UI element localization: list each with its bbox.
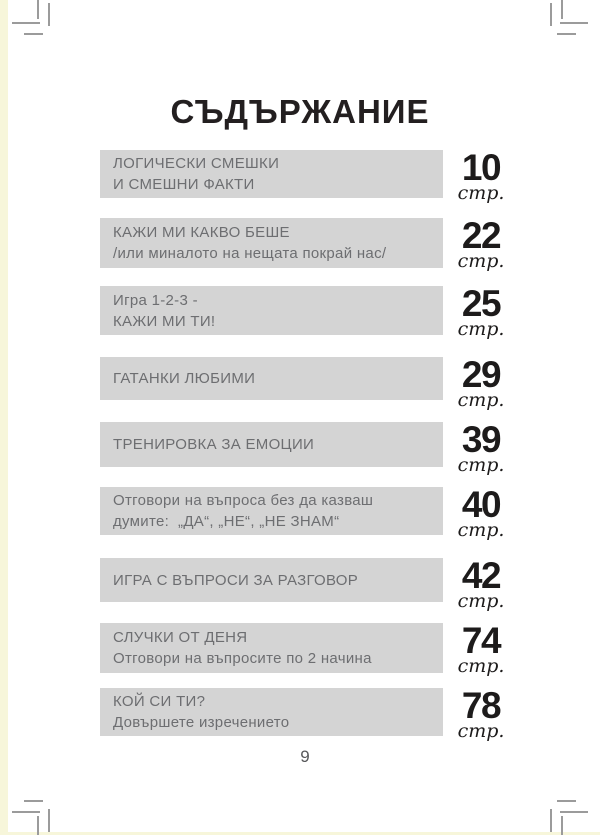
toc-entry-line: ГАТАНКИ ЛЮБИМИ: [113, 370, 256, 387]
toc-entry-page-suffix: стр.: [457, 182, 505, 204]
toc-row: [100, 147, 520, 204]
crop-mark-bottom-left: [0, 780, 55, 835]
toc-entry-line: КАЖИ МИ КАКВО БЕШЕ: [113, 224, 290, 241]
toc-row: [100, 685, 520, 742]
toc-entry-page: [448, 215, 514, 272]
toc-entry-page-suffix: стр.: [457, 655, 505, 677]
toc-entry-title-bar: [100, 688, 443, 736]
toc-entry-title-bar: [100, 558, 443, 602]
toc-entry-line: Довършете изречението: [113, 714, 290, 731]
toc-entry-page-suffix: стр.: [457, 454, 505, 476]
toc-entry-page-number: 22: [461, 215, 501, 256]
toc-row: [100, 620, 520, 677]
toc-entry-page: [448, 283, 514, 340]
toc-entry-line: /или миналото на нещата покрай нас/: [113, 245, 387, 262]
toc-row: [100, 484, 520, 541]
toc-entry-line: думите: „ДА“, „НЕ“, „НЕ ЗНАМ“: [113, 513, 340, 530]
toc-entry-page: [448, 555, 514, 612]
toc-entry-line: Отговори на въпроса без да казваш: [113, 492, 374, 509]
toc-entry-page-suffix: стр.: [457, 590, 505, 612]
toc-entry-page-suffix: стр.: [457, 389, 505, 411]
toc-entry-line: И СМЕШНИ ФАКТИ: [113, 176, 255, 193]
toc-entry-line: ТРЕНИРОВКА ЗА ЕМОЦИИ: [113, 436, 315, 453]
toc-entry-page-number: 78: [461, 685, 501, 726]
toc-entry-page-number: 29: [461, 354, 501, 395]
toc-entry-page-number: 40: [461, 484, 501, 525]
toc-entry-line: КОЙ СИ ТИ?: [113, 693, 206, 710]
toc-entry-page-number: 10: [461, 147, 501, 188]
toc-entry-title-bar: [100, 357, 443, 400]
toc-entry-page: [448, 147, 514, 204]
crop-mark-top-right: [545, 0, 600, 55]
toc-entry-page-suffix: стр.: [457, 720, 505, 742]
toc-entry-page: [448, 484, 514, 541]
toc-entry-title-bar: [100, 623, 443, 673]
toc-row: [100, 354, 520, 411]
toc-entry-line: Отговори на въпросите по 2 начина: [113, 650, 372, 667]
toc-row: [100, 215, 520, 272]
toc-entry-page-suffix: стр.: [457, 318, 505, 340]
toc-entry-page: [448, 419, 514, 476]
toc-entry-page-number: 74: [461, 620, 501, 661]
crop-mark-bottom-right: [545, 780, 600, 835]
toc-entry-line: КАЖИ МИ ТИ!: [113, 312, 216, 330]
toc-entry-line: ЛОГИЧЕСКИ СМЕШКИ: [113, 155, 280, 172]
toc-entry-page: [448, 354, 514, 411]
crop-mark-top-left: [0, 0, 55, 55]
toc-entry-title-bar: [100, 286, 443, 335]
toc-row: [100, 555, 520, 612]
toc-entry-page-number: 39: [461, 419, 501, 460]
toc-entry-page-number: 42: [461, 555, 501, 596]
folio-page-number: 9: [300, 747, 310, 766]
toc-entry-page: [448, 620, 514, 677]
toc-entry-title-bar: [100, 422, 443, 467]
page-title: СЪДЪРЖАНИЕ: [170, 93, 430, 130]
toc-entry-line: Игра 1-2-3 -: [113, 291, 198, 309]
toc-entry-page-number: 25: [461, 283, 501, 324]
toc-entry-title-bar: [100, 487, 443, 535]
toc-entry-title-bar: [100, 150, 443, 198]
toc-entry-line: СЛУЧКИ ОТ ДЕНЯ: [113, 629, 248, 646]
toc-entry-page-suffix: стр.: [457, 519, 505, 541]
toc-entry-line: ИГРА С ВЪПРОСИ ЗА РАЗГОВОР: [113, 571, 359, 589]
toc-entry-title-bar: [100, 218, 443, 268]
toc-entry-page-suffix: стр.: [457, 250, 505, 272]
toc-row: [100, 283, 520, 340]
toc-entry-page: [448, 685, 514, 742]
toc-row: [100, 419, 520, 476]
